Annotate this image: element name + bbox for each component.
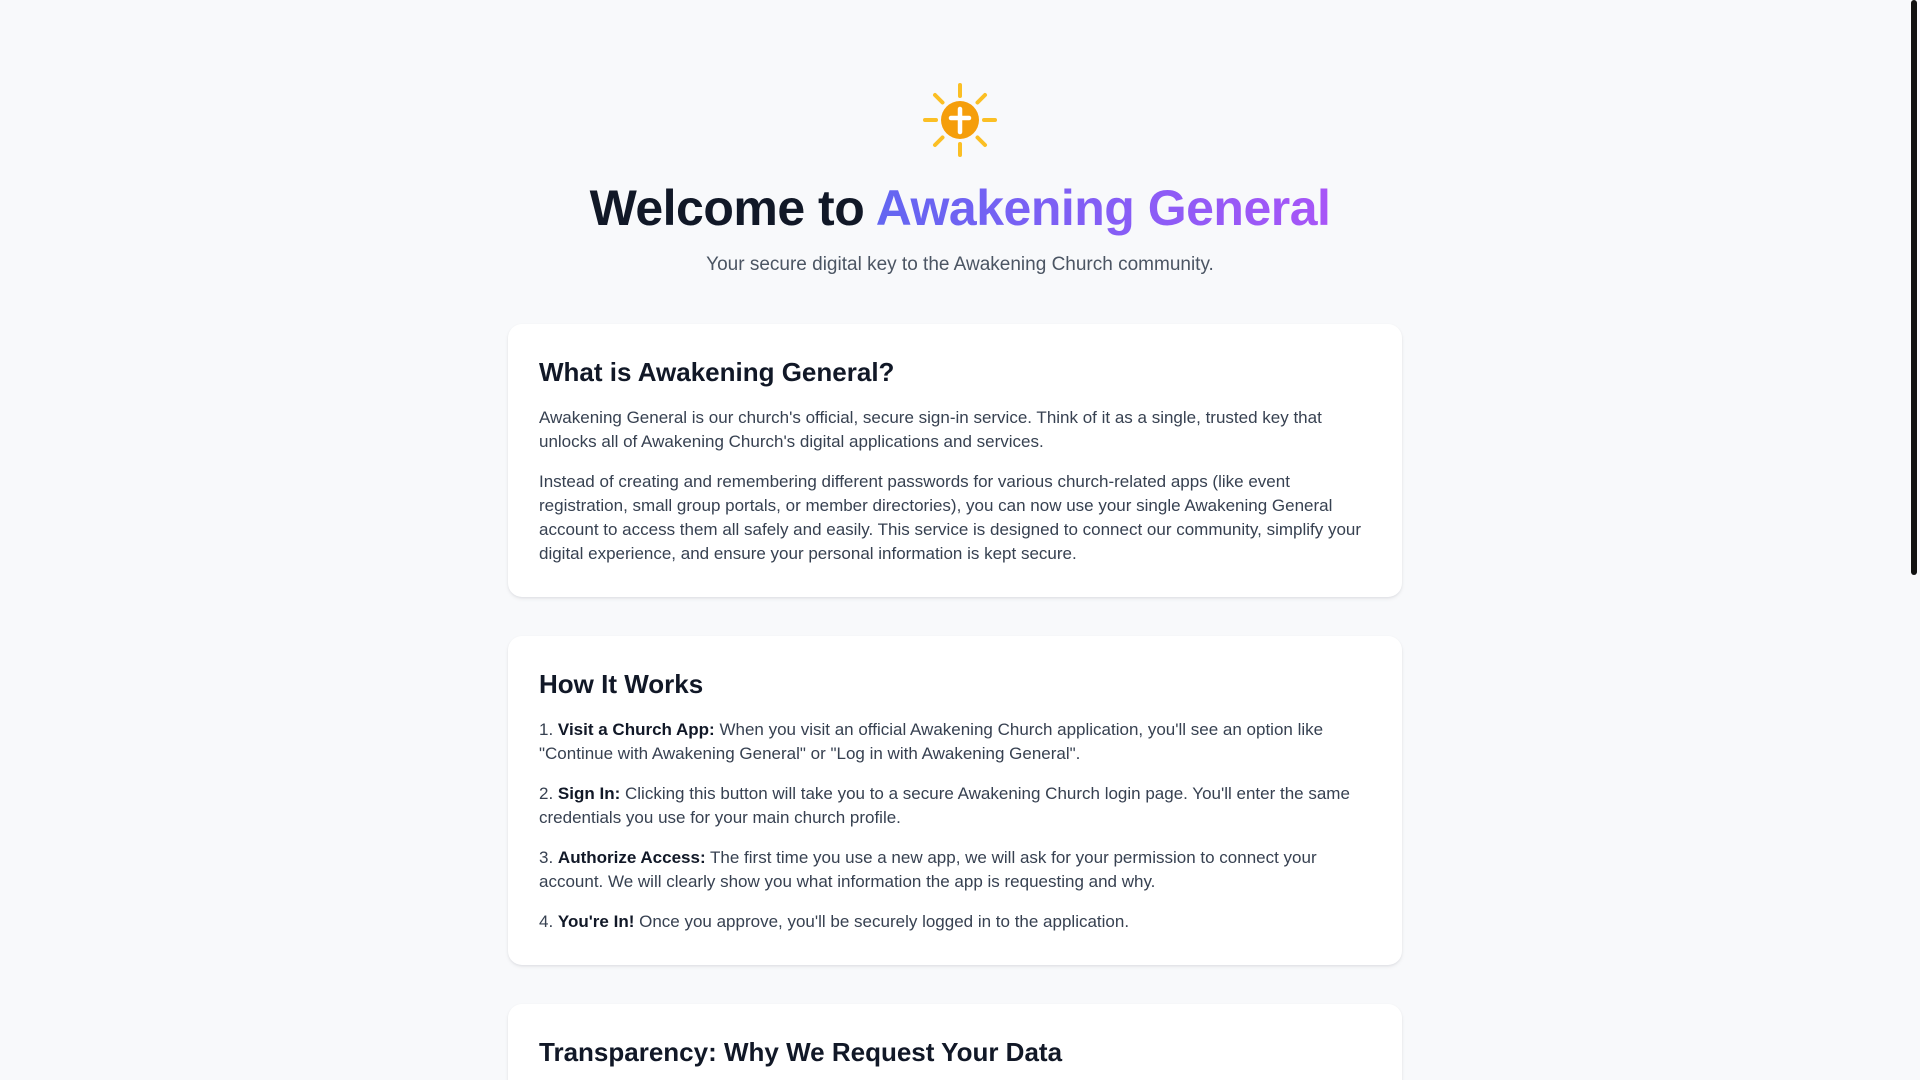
scrollbar[interactable]	[1908, 0, 1920, 1080]
step-item	[539, 782, 1370, 830]
page-title	[0, 178, 1920, 238]
step-text: Clicking this button will take you to a secure Awakening Church login page. You'll enter the same credentials you use for your main church profile.	[539, 784, 1350, 827]
transparency-title: Transparency: Why We Request Your Data	[539, 1037, 1063, 1067]
what-is-title: What is Awakening General?	[539, 357, 895, 387]
step-label: Sign In:	[557, 784, 621, 803]
scrollbar-thumb[interactable]	[1911, 0, 1917, 575]
step-label: Authorize Access:	[557, 848, 706, 867]
how-it-works-card	[508, 636, 1402, 965]
step-item	[539, 846, 1370, 894]
step-number: 1.	[539, 720, 554, 739]
page-subtitle: Your secure digital key to the Awakening Church community.	[706, 254, 1214, 275]
step-number: 2.	[539, 784, 554, 803]
what-is-paragraph: Awakening General is our church's official, secure sign-in service. Think of it as a single, trusted key that unlocks all of Awakening Church's digital applications and services.	[539, 408, 1322, 451]
how-it-works-title: How It Works	[539, 669, 704, 699]
step-item	[539, 718, 1370, 766]
step-number: 4.	[539, 912, 554, 931]
step-label: You're In!	[557, 912, 635, 931]
step-text: When you visit an official Awakening Church application, you'll see an option like "Continue with Awakening General" or "Log in with Awakening General".	[539, 720, 1324, 763]
transparency-card	[508, 1004, 1402, 1080]
step-text: The first time you use a new app, we will ask for your permission to connect your account. We will clearly show you what information the app is requesting and why.	[539, 848, 1317, 891]
step-number: 3.	[539, 848, 554, 867]
what-is-card	[508, 324, 1402, 597]
hero	[0, 0, 1920, 278]
brand-name: Awakening General	[875, 180, 1331, 236]
step-label: Visit a Church App:	[557, 720, 715, 739]
page-title-prefix: Welcome to	[589, 180, 876, 236]
step-text: Once you approve, you'll be securely logged in to the application.	[639, 912, 1130, 931]
step-item	[539, 910, 1370, 934]
sun-cross-icon	[922, 82, 998, 158]
what-is-paragraph: Instead of creating and remembering different passwords for various church-related apps (like event registration, small group portals, or member directories), you can now use your single Awakening General account to access them all safely and easily. This service is designed to connect our community, simplify your digital experience, and ensure your personal information is kept secure.	[539, 472, 1362, 563]
